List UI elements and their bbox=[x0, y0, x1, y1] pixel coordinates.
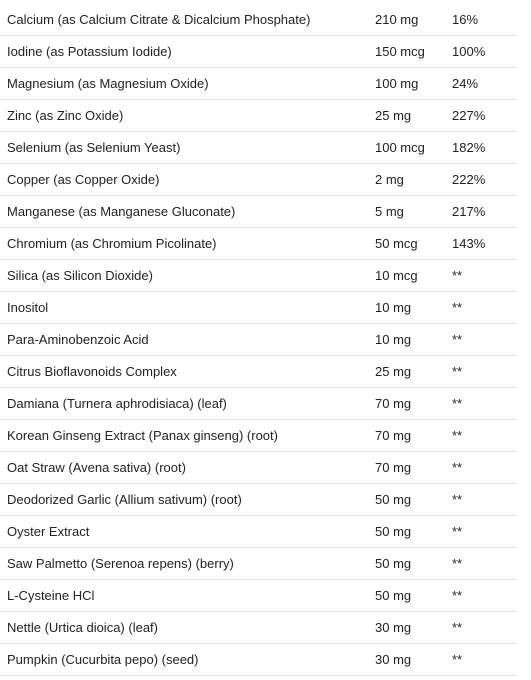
ingredient-name: Citrus Bioflavonoids Complex bbox=[0, 356, 369, 388]
daily-value: ** bbox=[452, 484, 516, 516]
ingredient-name: Inositol bbox=[0, 292, 369, 324]
ingredient-amount: 50 mg bbox=[369, 580, 452, 612]
table-row bbox=[0, 132, 516, 164]
daily-value: ** bbox=[452, 548, 516, 580]
table-row bbox=[0, 420, 516, 452]
ingredient-amount: 50 mg bbox=[369, 548, 452, 580]
ingredient-amount: 50 mg bbox=[369, 484, 452, 516]
ingredient-amount: 100 mcg bbox=[369, 132, 452, 164]
ingredient-name: Copper (as Copper Oxide) bbox=[0, 164, 369, 196]
ingredient-name: Damiana (Turnera aphrodisiaca) (leaf) bbox=[0, 388, 369, 420]
table-row bbox=[0, 36, 516, 68]
daily-value: 16% bbox=[452, 4, 516, 36]
supplement-facts-table bbox=[0, 4, 516, 676]
table-row bbox=[0, 484, 516, 516]
daily-value: 143% bbox=[452, 228, 516, 260]
table-row bbox=[0, 580, 516, 612]
daily-value: 217% bbox=[452, 196, 516, 228]
table-row bbox=[0, 452, 516, 484]
ingredient-amount: 70 mg bbox=[369, 388, 452, 420]
ingredient-amount: 30 mg bbox=[369, 644, 452, 676]
daily-value: ** bbox=[452, 292, 516, 324]
ingredient-name: Silica (as Silicon Dioxide) bbox=[0, 260, 369, 292]
ingredient-name: Manganese (as Manganese Gluconate) bbox=[0, 196, 369, 228]
ingredient-name: Magnesium (as Magnesium Oxide) bbox=[0, 68, 369, 100]
table-row bbox=[0, 356, 516, 388]
ingredient-name: Iodine (as Potassium Iodide) bbox=[0, 36, 369, 68]
daily-value: ** bbox=[452, 388, 516, 420]
ingredient-name: Oyster Extract bbox=[0, 516, 369, 548]
table-row bbox=[0, 260, 516, 292]
ingredient-amount: 70 mg bbox=[369, 452, 452, 484]
ingredient-amount: 30 mg bbox=[369, 612, 452, 644]
ingredient-name: Nettle (Urtica dioica) (leaf) bbox=[0, 612, 369, 644]
daily-value: ** bbox=[452, 612, 516, 644]
daily-value: 182% bbox=[452, 132, 516, 164]
ingredient-amount: 100 mg bbox=[369, 68, 452, 100]
ingredient-name: Calcium (as Calcium Citrate & Dicalcium Phosphate) bbox=[0, 4, 369, 36]
daily-value: 24% bbox=[452, 68, 516, 100]
daily-value: ** bbox=[452, 580, 516, 612]
ingredient-amount: 10 mg bbox=[369, 324, 452, 356]
ingredient-name: Oat Straw (Avena sativa) (root) bbox=[0, 452, 369, 484]
daily-value: ** bbox=[452, 452, 516, 484]
table-row bbox=[0, 68, 516, 100]
ingredient-name: L-Cysteine HCl bbox=[0, 580, 369, 612]
table-row bbox=[0, 516, 516, 548]
ingredient-amount: 25 mg bbox=[369, 356, 452, 388]
daily-value: ** bbox=[452, 420, 516, 452]
daily-value: ** bbox=[452, 356, 516, 388]
daily-value: ** bbox=[452, 260, 516, 292]
ingredient-name: Korean Ginseng Extract (Panax ginseng) (root) bbox=[0, 420, 369, 452]
table-row bbox=[0, 4, 516, 36]
ingredient-name: Saw Palmetto (Serenoa repens) (berry) bbox=[0, 548, 369, 580]
ingredient-name: Pumpkin (Cucurbita pepo) (seed) bbox=[0, 644, 369, 676]
table-row bbox=[0, 548, 516, 580]
daily-value: 227% bbox=[452, 100, 516, 132]
table-row bbox=[0, 228, 516, 260]
ingredient-amount: 150 mcg bbox=[369, 36, 452, 68]
table-row bbox=[0, 196, 516, 228]
ingredient-name: Selenium (as Selenium Yeast) bbox=[0, 132, 369, 164]
daily-value: 222% bbox=[452, 164, 516, 196]
table-row bbox=[0, 100, 516, 132]
ingredient-amount: 50 mg bbox=[369, 516, 452, 548]
daily-value: ** bbox=[452, 644, 516, 676]
daily-value: ** bbox=[452, 324, 516, 356]
table-row bbox=[0, 388, 516, 420]
ingredient-name: Chromium (as Chromium Picolinate) bbox=[0, 228, 369, 260]
ingredient-amount: 210 mg bbox=[369, 4, 452, 36]
ingredient-name: Para-Aminobenzoic Acid bbox=[0, 324, 369, 356]
ingredient-amount: 10 mg bbox=[369, 292, 452, 324]
table-row bbox=[0, 292, 516, 324]
table-row bbox=[0, 324, 516, 356]
ingredient-amount: 25 mg bbox=[369, 100, 452, 132]
ingredient-amount: 2 mg bbox=[369, 164, 452, 196]
ingredient-amount: 70 mg bbox=[369, 420, 452, 452]
ingredient-amount: 50 mcg bbox=[369, 228, 452, 260]
table-row bbox=[0, 644, 516, 676]
ingredient-amount: 10 mcg bbox=[369, 260, 452, 292]
table-row bbox=[0, 612, 516, 644]
daily-value: 100% bbox=[452, 36, 516, 68]
ingredient-amount: 5 mg bbox=[369, 196, 452, 228]
ingredient-name: Deodorized Garlic (Allium sativum) (root) bbox=[0, 484, 369, 516]
daily-value: ** bbox=[452, 516, 516, 548]
table-row bbox=[0, 164, 516, 196]
ingredient-name: Zinc (as Zinc Oxide) bbox=[0, 100, 369, 132]
supplement-facts-body bbox=[0, 4, 516, 676]
